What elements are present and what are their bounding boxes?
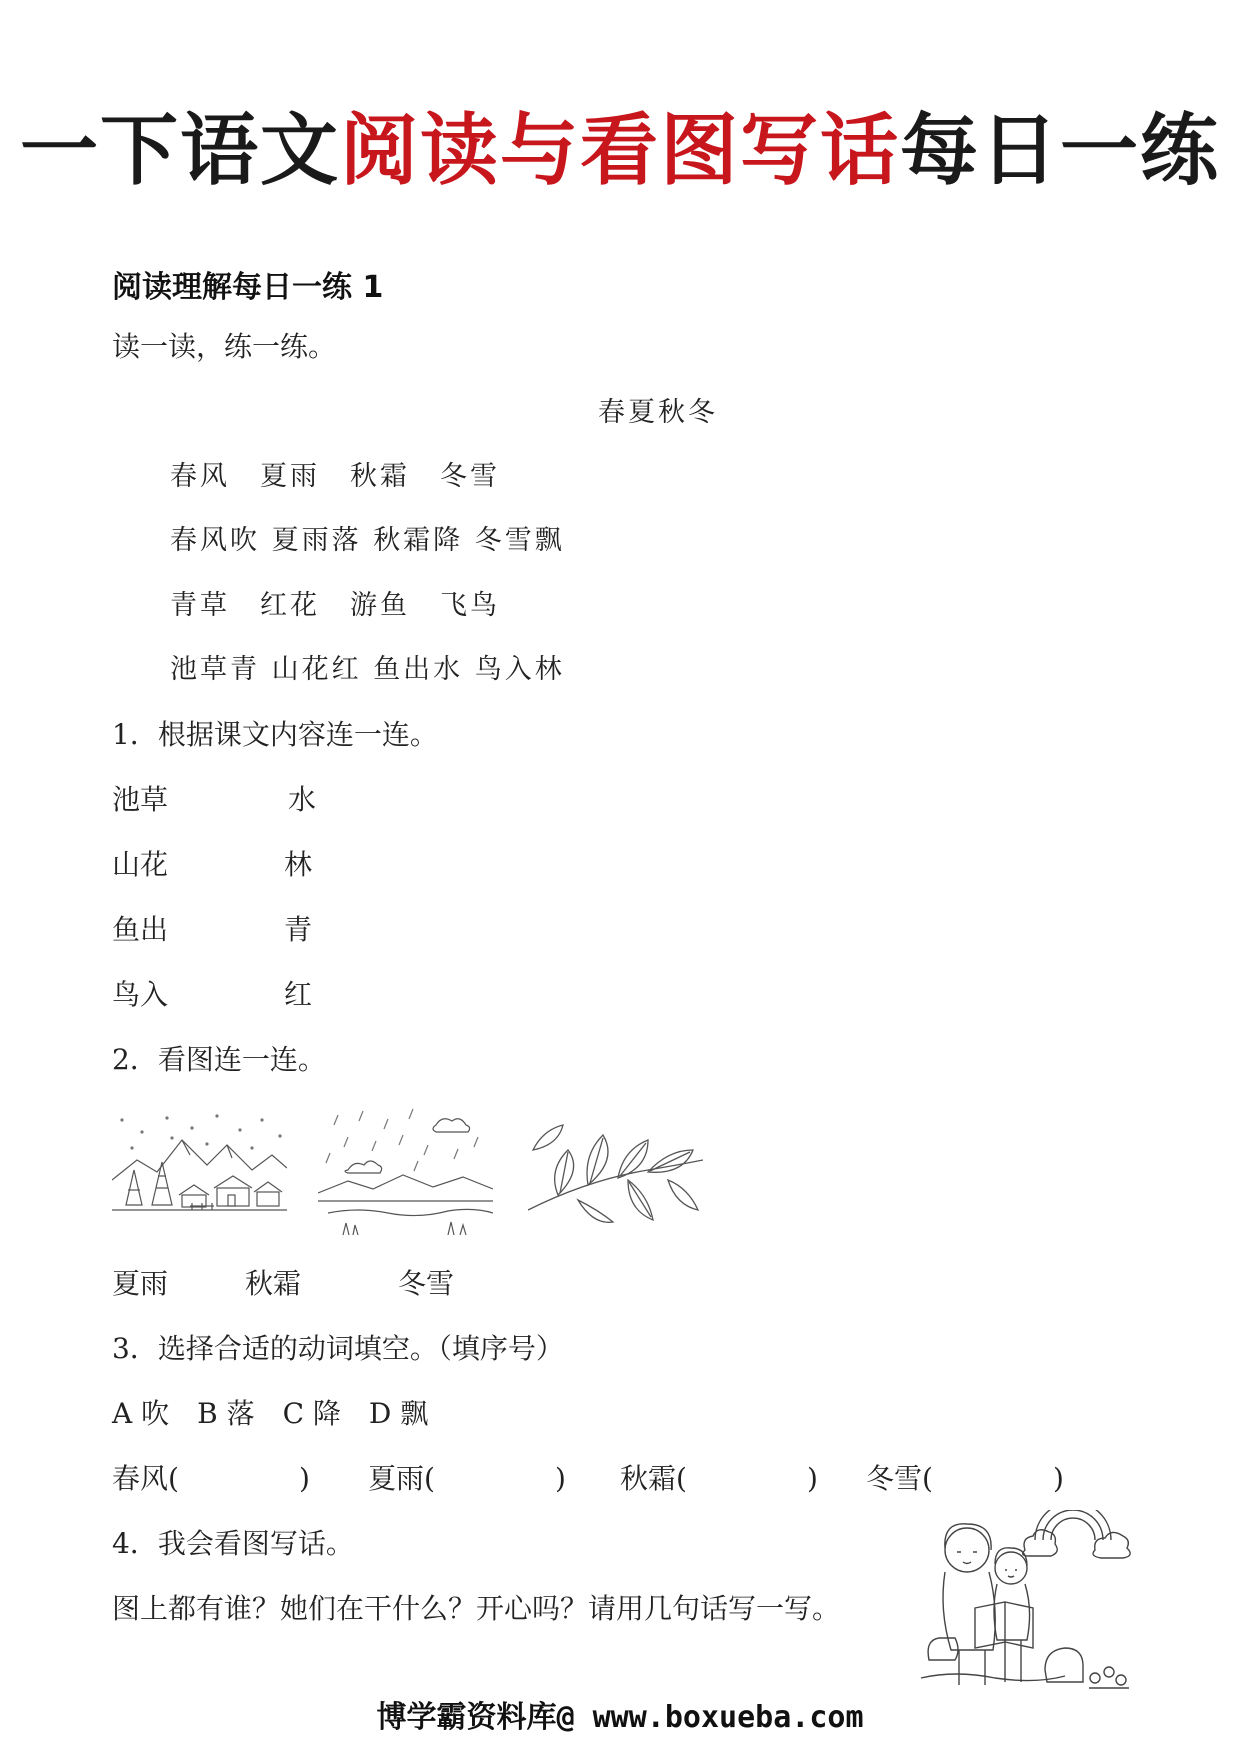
poem-title: 春夏秋冬 xyxy=(598,397,718,428)
q1-right-2: 林 xyxy=(284,848,313,881)
q3-blank-4[interactable]: 冬雪( ) xyxy=(866,1462,1064,1495)
q3-blank-1[interactable]: 春风( ) xyxy=(112,1462,310,1495)
snow-scene-image xyxy=(112,1110,287,1220)
q2-prompt: 2．看图连一连。 xyxy=(112,1043,326,1076)
q1-prompt: 1．根据课文内容连一连。 xyxy=(112,718,438,751)
reading-girls-image xyxy=(915,1510,1145,1695)
q1-right-4: 红 xyxy=(284,978,313,1011)
q3-prompt: 3．选择合适的动词填空。（填序号） xyxy=(112,1332,564,1365)
section-title: 阅读理解每日一练 1 xyxy=(112,270,384,305)
poem-line-3: 青草 红花 游鱼 飞鸟 xyxy=(170,590,500,621)
instruction: 读一读，练一练。 xyxy=(112,330,337,363)
rain-scene-image xyxy=(318,1105,493,1240)
q3-blank-2[interactable]: 夏雨( ) xyxy=(368,1462,566,1495)
q3-options: A 吹 B 落 C 降 D 飘 xyxy=(112,1397,429,1430)
poem-line-4: 池草青 山花红 鱼出水 鸟入林 xyxy=(170,654,565,685)
poem-line-2: 春风吹 夏雨落 秋霜降 冬雪飘 xyxy=(170,525,565,556)
q4-question: 图上都有谁？她们在干什么？开心吗？请用几句话写一写。 xyxy=(112,1592,841,1625)
q3-blank-3[interactable]: 秋霜( ) xyxy=(620,1462,818,1495)
footer-watermark: 博学霸资料库@ www.boxueba.com xyxy=(376,1700,864,1735)
q2-label-3: 冬雪 xyxy=(398,1267,455,1300)
q1-right-3: 青 xyxy=(284,913,313,946)
q2-label-1: 夏雨 xyxy=(112,1267,169,1300)
poem-line-1: 春风 夏雨 秋霜 冬雪 xyxy=(170,461,500,492)
q1-left-4: 鸟入 xyxy=(112,978,169,1011)
q1-left-3: 鱼出 xyxy=(112,913,169,946)
q2-label-2: 秋霜 xyxy=(245,1267,302,1300)
q1-left-1: 池草 xyxy=(112,783,169,816)
page-title: 一下语文阅读与看图写话每日一练 xyxy=(19,106,1221,196)
q4-prompt: 4．我会看图写话。 xyxy=(112,1527,354,1560)
leaves-scene-image xyxy=(528,1110,703,1225)
q1-left-2: 山花 xyxy=(112,848,169,881)
q1-right-1: 水 xyxy=(288,783,317,816)
